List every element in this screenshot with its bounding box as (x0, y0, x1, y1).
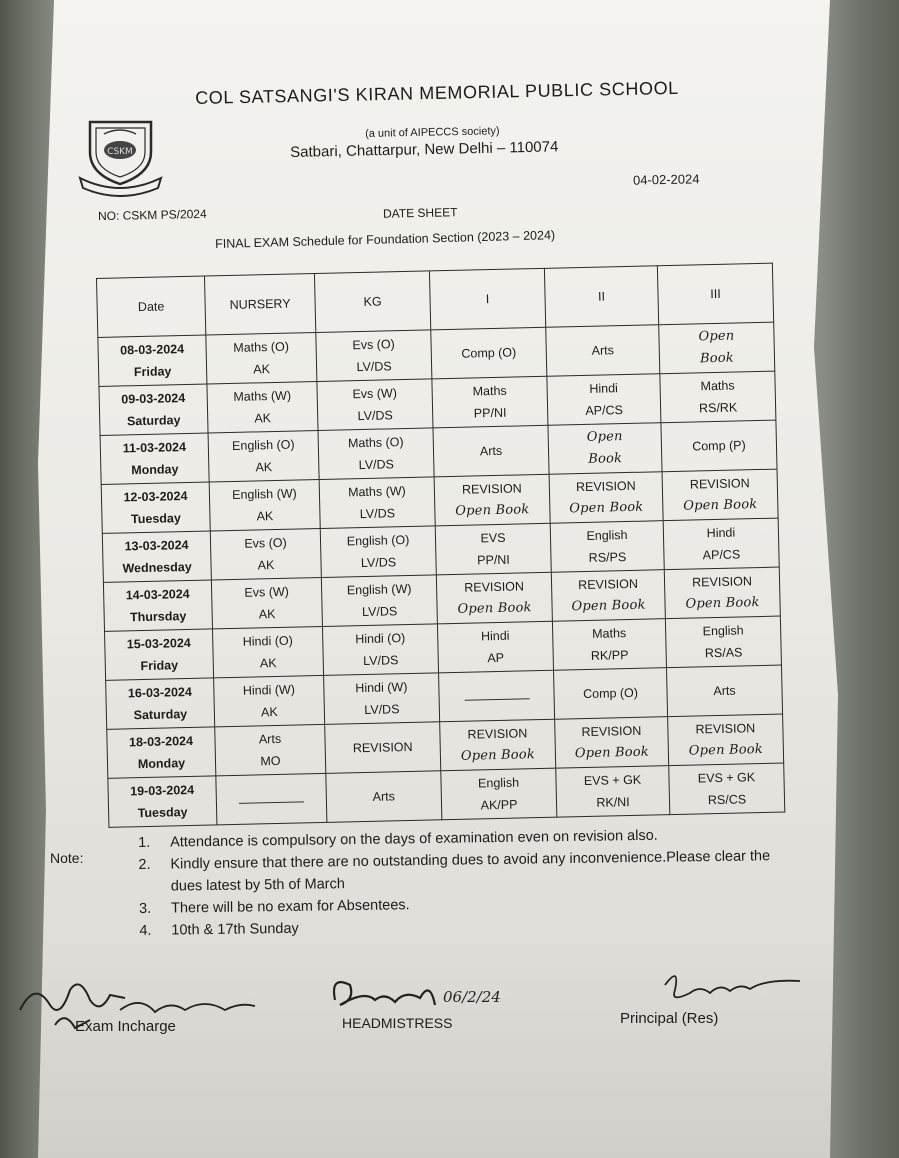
teacher-initials: RS/AS (704, 645, 743, 661)
subject-name: REVISION (467, 726, 528, 742)
subject-name: English (477, 775, 520, 791)
teacher-initials: LV/DS (364, 702, 400, 718)
exam-day: Friday (140, 658, 179, 674)
subject-name: Evs (O) (352, 337, 395, 353)
date-cell (103, 580, 212, 631)
note-text: Attendance is compulsory on the days of examination even on revision also. (170, 827, 658, 851)
subject-cell-iii (659, 322, 775, 374)
teacher-initials: AK (253, 362, 271, 377)
subject-name: Hindi (480, 628, 510, 644)
subject-cell-iii (661, 420, 777, 472)
subject-name: English (W) (232, 486, 297, 502)
teacher-initials: Book (588, 451, 623, 467)
teacher-initials: Open Book (455, 502, 530, 519)
subject-cell-kg (316, 330, 432, 382)
subject-cell-nursery (212, 626, 323, 677)
subject-cell-kg (320, 526, 436, 578)
subject-cell-i (441, 768, 557, 820)
date-cell (102, 531, 211, 582)
subject-name: Comp (O) (461, 345, 517, 361)
subject-name: Maths (W) (233, 388, 292, 404)
subject-name: Evs (W) (352, 386, 398, 402)
exam-date: 08-03-2024 (120, 342, 185, 358)
exam-day: Tuesday (137, 805, 188, 821)
svg-text:CSKM: CSKM (107, 147, 133, 157)
subject-name: Maths (592, 626, 627, 641)
subject-name: Arts (479, 443, 503, 459)
subject-cell-kg (322, 624, 438, 676)
teacher-initials: AK (259, 656, 277, 671)
subject-cell-kg (321, 575, 437, 627)
subject-cell-nursery (209, 479, 320, 530)
date-cell (108, 776, 217, 827)
teacher-initials: RS/PS (588, 550, 627, 565)
exam-date: 18-03-2024 (128, 733, 194, 750)
exam-date: 16-03-2024 (127, 684, 193, 701)
teacher-initials: AK (258, 607, 276, 622)
subject-name: REVISION (689, 476, 750, 492)
subject-name: Open (698, 328, 735, 345)
principal-label: Principal (Res) (620, 1010, 719, 1027)
subject-name: Hindi (O) (242, 633, 293, 649)
subject-name: Comp (O) (582, 685, 639, 702)
subject-cell-nursery (214, 675, 325, 726)
exam-day: Monday (131, 462, 179, 478)
school-crest-icon (78, 112, 163, 197)
subject-cell-i (432, 376, 548, 428)
note-item: 4. 10th & 17th Sunday (139, 920, 299, 939)
exam-day: Saturday (133, 707, 188, 723)
note-label: Note: (50, 850, 84, 866)
subject-name: Maths (472, 383, 507, 399)
subject-cell-nursery (216, 773, 327, 824)
subject-cell-iii (665, 616, 781, 668)
subject-name: English (W) (346, 581, 412, 598)
teacher-initials: Open Book (683, 497, 758, 514)
subject-cell-nursery (207, 382, 318, 433)
subject-name: Evs (W) (244, 584, 290, 600)
note-text: 10th & 17th Sunday (171, 920, 299, 939)
principal-signature (655, 965, 805, 1010)
subject-cell-iii (666, 665, 782, 717)
subject-cell-ii (549, 472, 663, 524)
subject-name: Arts (591, 343, 615, 358)
subject-name: EVS + GK (583, 772, 642, 789)
exam-day: Wednesday (122, 559, 192, 576)
issue-date: 04-02-2024 (632, 171, 700, 188)
header-class-i: I (429, 268, 545, 330)
note-item: 2. Kindly ensure that there are no outstanding dues to avoid any inconvenience.Please clear the dues latest by 5th of March (138, 848, 771, 895)
subject-cell-ii (547, 374, 661, 426)
subject-cell-iii (663, 518, 779, 570)
subject-name: Hindi (O) (355, 631, 406, 647)
exam-day: Friday (133, 364, 172, 380)
teacher-initials: AP/CS (702, 547, 741, 563)
subject-cell-iii (660, 371, 776, 423)
subject-cell-kg (324, 673, 440, 725)
subject-name: REVISION (581, 723, 642, 740)
teacher-initials: RK/NI (596, 795, 630, 810)
subject-name: Hindi (706, 525, 736, 541)
school-subtitle: (a unit of AIPECCS society) (365, 125, 500, 140)
teacher-initials: AK (257, 558, 275, 573)
document-title: DATE SHEET (382, 205, 458, 221)
subject-name: Arts (258, 731, 282, 747)
date-cell (100, 433, 209, 484)
subject-cell-kg (326, 771, 442, 823)
subject-cell-ii (554, 668, 668, 720)
date-sheet-table (96, 263, 785, 828)
exam-date: 09-03-2024 (121, 391, 186, 407)
teacher-initials: Open Book (457, 600, 532, 617)
teacher-initials: LV/DS (356, 359, 392, 375)
subject-cell-kg (318, 428, 434, 480)
school-name: COL SATSANGI'S KIRAN MEMORIAL PUBLIC SCHOOL (195, 77, 679, 108)
note-item: 3. There will be no exam for Absentees. (138, 897, 410, 917)
exam-date: 15-03-2024 (126, 635, 191, 652)
blank-dash (464, 698, 529, 700)
subject-cell-iii (668, 714, 784, 766)
exam-day: Tuesday (130, 511, 182, 527)
note-text: There will be no exam for Absentees. (170, 897, 410, 917)
subject-cell-ii (556, 766, 670, 818)
subject-name: REVISION (692, 574, 753, 590)
subject-name: EVS (480, 530, 506, 546)
teacher-initials: LV/DS (358, 457, 395, 473)
note-text: Kindly ensure that there are no outstanding dues to avoid any inconvenience.Please clear the dues latest by 5th of March (170, 848, 771, 895)
subject-cell-i (436, 572, 552, 624)
subject-cell-ii (550, 521, 664, 573)
header-kg: KG (314, 271, 430, 333)
teacher-initials: AP/CS (585, 403, 624, 418)
subject-name: REVISION (578, 576, 639, 593)
exam-day: Monday (137, 756, 186, 772)
date-sheet-table-wrapper (96, 263, 785, 828)
teacher-initials: AK (256, 509, 274, 524)
subject-cell-iii (664, 567, 780, 619)
subject-name: EVS + GK (697, 770, 756, 786)
header-class-iii: III (657, 263, 773, 325)
note-item: 1. Attendance is compulsory on the days of examination even on revision also. (138, 827, 658, 851)
subject-name: Evs (O) (244, 535, 287, 551)
subject-name: Arts (372, 789, 396, 804)
blank-dash (239, 801, 304, 803)
subject-cell-ii (548, 423, 662, 475)
subject-name: Maths (700, 378, 735, 394)
headmistress-label: HEADMISTRESS (342, 1015, 453, 1031)
teacher-initials: LV/DS (359, 506, 396, 522)
teacher-initials: AK (254, 411, 272, 426)
subject-name: English (586, 528, 628, 543)
subject-cell-nursery (215, 724, 326, 775)
teacher-initials: PP/NI (473, 405, 507, 421)
exam-date: 11-03-2024 (122, 440, 187, 456)
exam-date: 14-03-2024 (125, 586, 190, 603)
exam-date: 12-03-2024 (123, 488, 188, 505)
teacher-initials: Book (699, 350, 735, 367)
subject-name: REVISION (695, 721, 756, 737)
exam-incharge-label: Exam Incharge (75, 1018, 176, 1035)
teacher-initials: Open Book (574, 744, 650, 762)
subject-cell-ii (546, 325, 660, 377)
school-address: Satbari, Chattarpur, New Delhi – 110074 (290, 138, 559, 161)
subject-name: Maths (W) (347, 484, 406, 500)
subject-name: English (O) (231, 437, 295, 453)
exam-date: 19-03-2024 (130, 782, 195, 799)
date-cell (99, 384, 208, 435)
subject-cell-i (440, 719, 556, 771)
subject-cell-ii (552, 619, 666, 671)
subject-cell-i (434, 474, 550, 526)
subject-name: Open (586, 429, 623, 445)
subject-name: English (702, 623, 744, 639)
schedule-caption: FINAL EXAM Schedule for Foundation Section (2023 – 2024) (215, 228, 556, 251)
subject-cell-nursery (206, 333, 317, 384)
date-cell (105, 629, 214, 680)
teacher-initials: PP/NI (477, 552, 510, 568)
subject-cell-ii (551, 570, 665, 622)
reference-number: NO: CSKM PS/2024 (97, 206, 207, 224)
date-cell (107, 727, 216, 778)
subject-name: REVISION (575, 478, 636, 495)
subject-name: REVISION (352, 739, 413, 756)
date-cell (106, 678, 215, 729)
header-date: Date (97, 276, 206, 337)
subject-name: Maths (O) (233, 339, 290, 355)
teacher-initials: AK (260, 704, 278, 720)
exam-day: Thursday (129, 609, 187, 625)
subject-cell-kg (317, 379, 433, 431)
subject-cell-i (435, 523, 551, 575)
subject-name: English (O) (346, 532, 410, 549)
teacher-initials: RS/CS (707, 792, 747, 808)
teacher-initials: RS/RK (698, 400, 738, 416)
teacher-initials: Open Book (571, 597, 646, 615)
subject-name: REVISION (464, 579, 525, 595)
subject-cell-nursery (210, 528, 321, 579)
teacher-initials: Open Book (685, 595, 760, 612)
teacher-initials: AP (487, 650, 505, 666)
subject-cell-i (437, 621, 553, 673)
teacher-initials: LV/DS (362, 653, 399, 669)
exam-day: Saturday (126, 413, 181, 429)
teacher-initials: AK (255, 460, 273, 475)
teacher-initials: MO (260, 753, 281, 769)
subject-name: Arts (713, 683, 736, 699)
subject-cell-iii (662, 469, 778, 521)
subject-cell-ii (555, 717, 669, 769)
subject-cell-kg (325, 722, 441, 774)
subject-cell-kg (319, 477, 435, 529)
date-cell (98, 335, 207, 386)
subject-name: Hindi (W) (242, 682, 296, 698)
notes-list (138, 823, 779, 942)
subject-cell-i (433, 425, 549, 477)
teacher-initials: LV/DS (357, 408, 393, 424)
date-cell (101, 482, 210, 533)
header-class-ii: II (544, 266, 658, 328)
teacher-initials: Open Book (460, 747, 536, 764)
subject-name: Maths (O) (347, 435, 404, 451)
subject-cell-i (439, 670, 555, 722)
subject-name: Hindi (589, 381, 619, 396)
teacher-initials: LV/DS (360, 555, 397, 571)
subject-name: Comp (P) (692, 438, 746, 454)
headmistress-sign-date: 06/2/24 (443, 988, 501, 1006)
teacher-initials: RK/PP (590, 648, 629, 663)
teacher-initials: AK/PP (480, 797, 518, 813)
teacher-initials: LV/DS (361, 604, 398, 620)
subject-cell-iii (669, 763, 785, 815)
subject-name: Hindi (W) (355, 680, 408, 696)
subject-cell-nursery (208, 431, 319, 482)
teacher-initials: Open Book (569, 499, 644, 517)
exam-date: 13-03-2024 (124, 537, 189, 554)
teacher-initials: Open Book (688, 741, 764, 759)
header-nursery: NURSERY (204, 274, 315, 335)
subject-name: REVISION (461, 481, 522, 497)
subject-cell-i (431, 327, 547, 379)
subject-cell-nursery (211, 577, 322, 628)
